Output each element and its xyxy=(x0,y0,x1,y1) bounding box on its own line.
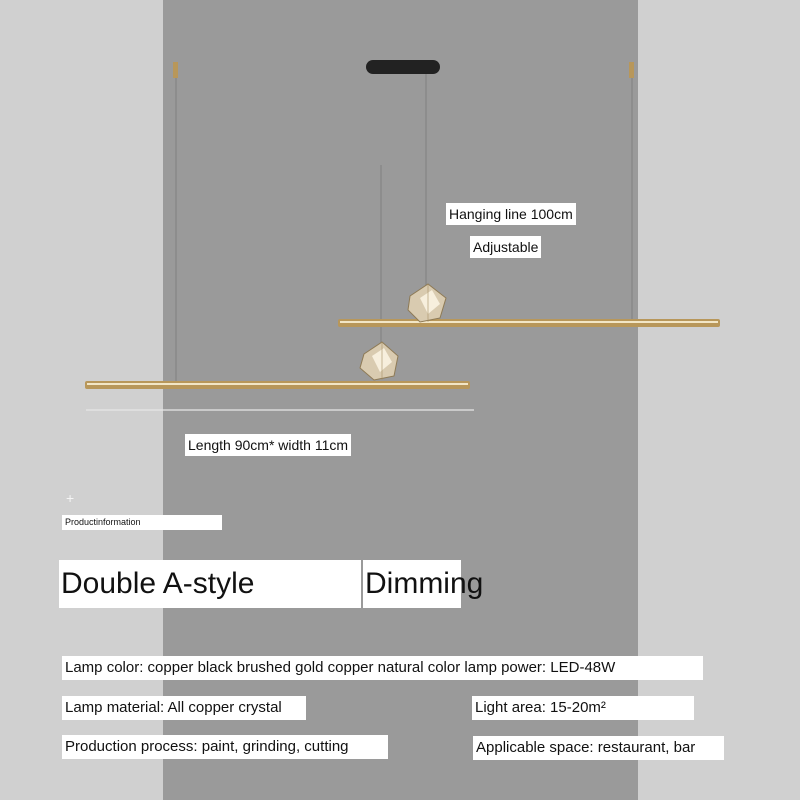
crystal-lower xyxy=(360,342,398,380)
hanging-line-label: Hanging line 100cm xyxy=(446,203,576,225)
spec-lamp-color: Lamp color: copper black brushed gold copper natural color lamp power: LED-48W xyxy=(62,656,703,680)
plus-icon: + xyxy=(66,490,75,506)
spec-light-area: Light area: 15-20m² xyxy=(472,696,694,720)
spec-applicable-space: Applicable space: restaurant, bar xyxy=(473,736,724,760)
ceiling-canopy xyxy=(366,60,440,74)
crystal-upper xyxy=(408,284,446,322)
spec-production-process: Production process: paint, grinding, cutting xyxy=(62,735,388,759)
headline-style: Double A-style xyxy=(59,560,361,608)
section-label: Productinformation xyxy=(62,515,222,530)
left-anchor xyxy=(173,62,178,78)
right-anchor xyxy=(629,62,634,78)
adjustable-label: Adjustable xyxy=(470,236,541,258)
dimensions-label: Length 90cm* width 11cm xyxy=(185,434,351,456)
headline-mode: Dimming xyxy=(363,560,461,608)
spec-lamp-material: Lamp material: All copper crystal xyxy=(62,696,306,720)
